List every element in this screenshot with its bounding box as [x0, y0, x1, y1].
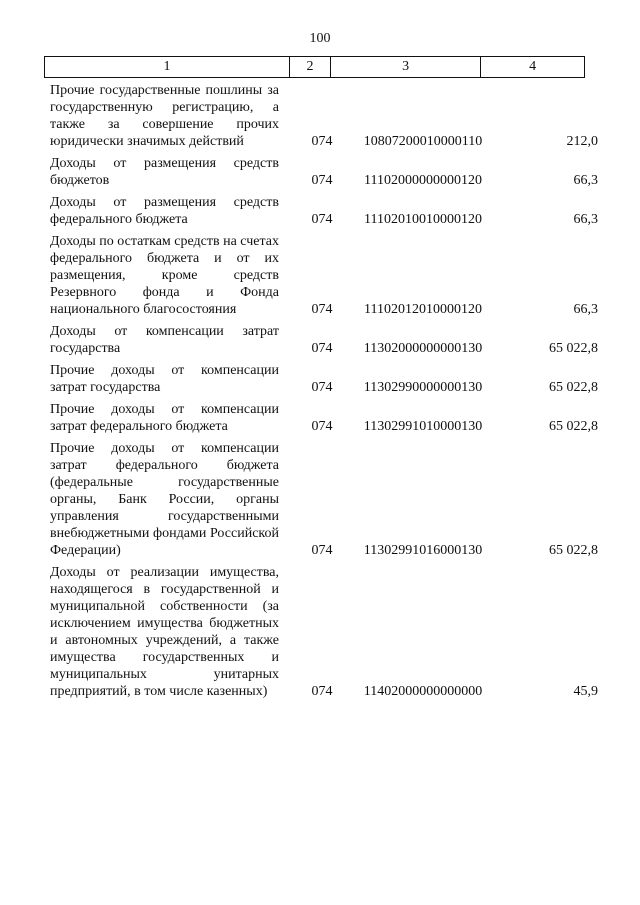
row-name: Доходы от компенсации затрат государства — [50, 324, 279, 356]
row-code: 074 — [311, 302, 333, 317]
table-row — [50, 155, 598, 189]
row-name: Прочие доходы от компенсации затрат федерального бюджета (федеральные государственные органы, Банк России, органы управления государственными внебюджетными фондами Российской Федерации) — [50, 441, 279, 558]
row-kbk: 11302000000000130 — [363, 341, 483, 356]
row-name: Доходы от реализации имущества, находящегося в государственной и муниципальной собственности (за исключением имущества бюджетных и автономных учреждений, а также имущества государственных и муниципальных унитарных предприятий, в том числе казенных) — [50, 565, 279, 699]
row-name: Доходы по остаткам средств на счетах федерального бюджета и от их размещения, кроме средств Резервного фонда и Фонда национального благосостояния — [50, 234, 279, 317]
row-kbk: 11302991016000130 — [363, 543, 483, 558]
row-sum: 65 022,8 — [549, 380, 598, 395]
row-sum: 66,3 — [573, 212, 598, 227]
table-body — [50, 82, 598, 705]
row-name: Доходы от размещения средств бюджетов — [50, 156, 279, 188]
header-col-4: 4 — [529, 59, 537, 74]
table-row — [50, 440, 598, 559]
row-code: 074 — [311, 173, 333, 188]
row-code: 074 — [311, 543, 333, 558]
row-code: 074 — [311, 212, 333, 227]
table-row — [50, 564, 598, 700]
row-kbk: 11102010010000120 — [364, 212, 482, 227]
row-kbk: 11102012010000120 — [364, 302, 482, 317]
row-sum: 65 022,8 — [549, 419, 598, 434]
row-code: 074 — [311, 684, 333, 699]
table-row — [50, 362, 598, 396]
row-sum: 65 022,8 — [549, 543, 598, 558]
table-row — [50, 82, 598, 150]
row-code: 074 — [311, 341, 333, 356]
row-sum: 66,3 — [573, 173, 598, 188]
row-sum: 66,3 — [573, 302, 598, 317]
row-name: Прочие доходы от компенсации затрат государства — [50, 363, 279, 395]
table-row — [50, 401, 598, 435]
table-row — [50, 233, 598, 318]
row-kbk: 11102000000000120 — [364, 173, 482, 188]
row-sum: 212,0 — [566, 134, 598, 149]
header-col-1: 1 — [45, 57, 290, 77]
row-kbk: 10807200010000110 — [363, 134, 483, 149]
row-code: 074 — [311, 380, 333, 395]
row-sum: 45,9 — [573, 684, 598, 699]
header-col-2: 2 — [290, 57, 331, 77]
header-col-3: 3 — [331, 57, 481, 77]
row-name: Прочие доходы от компенсации затрат федерального бюджета — [50, 402, 279, 434]
row-name: Доходы от размещения средств федерального бюджета — [50, 195, 279, 227]
table-row — [50, 323, 598, 357]
row-code: 074 — [311, 134, 333, 149]
row-sum: 65 022,8 — [549, 341, 598, 356]
table-row — [50, 194, 598, 228]
page-number: 100 — [309, 31, 331, 46]
table-header — [44, 56, 585, 78]
row-kbk: 11302990000000130 — [363, 380, 483, 395]
row-name: Прочие государственные пошлины за государственную регистрацию, а также за совершение прочих юридически значимых действий — [50, 83, 279, 149]
row-kbk: 11302991010000130 — [363, 419, 483, 434]
row-code: 074 — [311, 419, 333, 434]
row-kbk: 11402000000000000 — [363, 684, 483, 699]
